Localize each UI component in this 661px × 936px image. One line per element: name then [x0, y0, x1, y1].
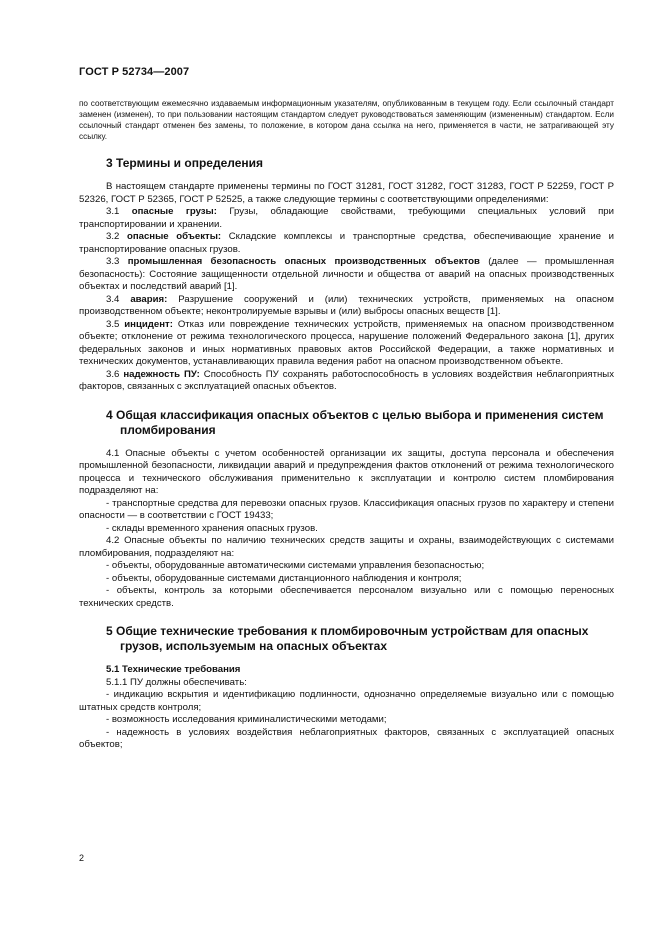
section-4-title	[79, 408, 614, 438]
term-item	[79, 369, 614, 394]
term-name: опасные объекты:	[126, 231, 222, 242]
term-item	[79, 294, 614, 319]
paragraph: - объекты, оборудованные системами дистанционного наблюдения и контроля;	[106, 572, 462, 584]
intro-paragraph: по соответствующим ежемесячно издаваемым информационным указателям, опубликованным в текущем году. Если ссылочный стандарт заменен (изменен), то при пользовании настоящим стандартом следует руководствоваться заменяющим (измененным) стандартом. Если ссылочный стандарт отменен без замены, то положение, в котором дана ссылка на него, применяется в части, не затрагивающей эту ссылку.	[79, 99, 614, 141]
term-number: 3.6	[106, 368, 120, 380]
term-name: надежность ПУ:	[123, 368, 200, 380]
paragraph: - надежность в условиях воздействия неблагоприятных факторов, связанных с эксплуатацией опасных объектов;	[79, 726, 614, 750]
section-4-title-text: 4 Общая классификация опасных объектов с целью выбора и применения систем пломбирования	[106, 407, 604, 437]
term-definition: Разрушение сооружений и (или) технических устройств, применяемых на опасном производственном объекте; неконтролируемые взрывы и (или) выбросы опасных веществ [1].	[79, 293, 614, 317]
section-5-title	[79, 624, 614, 654]
term-item	[79, 206, 614, 231]
paragraph: - объекты, контроль за которыми обеспечивается персоналом визуально или с помощью переносных технических средств.	[79, 585, 614, 609]
section-4-body	[79, 448, 614, 611]
term-number: 3.2	[106, 231, 120, 242]
term-number: 3.5	[106, 318, 120, 330]
term-item	[79, 256, 614, 294]
term-name: опасные грузы:	[131, 206, 217, 217]
paragraph: - транспортные средства для перевозки опасных грузов. Классификация опасных грузов по характеру и степени опасности — в соответствии с ГОСТ 19433;	[79, 497, 614, 521]
term-number: 3.1	[106, 206, 120, 217]
page-content	[79, 98, 614, 752]
paragraph: - склады временного хранения опасных грузов.	[106, 522, 318, 534]
term-definition: Отказ или повреждение технических устройств, применяемых на опасном производственном объекте; отклонение от режима технологического процесса, нарушение положений Федерального закона [1], других федеральных законов и иных нормативных правовых актов Российской Федерации, а также нормативных и технических документов, устанавливающих правила ведения работ на опасном производственном объекте.	[79, 318, 615, 367]
term-definition: Складские комплексы и транспортные средства, обеспечивающие хранение и транспортирование опасных грузов.	[79, 231, 615, 255]
intro-paragraph-block	[79, 98, 614, 142]
section-5-title-text: 5 Общие технические требования к пломбировочным устройствам для опасных грузов, используемым на опасных объектах	[106, 624, 589, 653]
term-number: 3.4	[106, 293, 120, 305]
term-item	[79, 319, 614, 369]
section-3-title: 3 Термины и определения	[106, 156, 264, 170]
page-number: 2	[79, 853, 85, 863]
terms-list	[79, 206, 614, 394]
paragraph: 4.2 Опасные объекты по наличию технических средств защиты и охраны, взаимодействующих с системами пломбирования, подразделяют на:	[79, 535, 614, 559]
term-item	[79, 231, 614, 256]
section-3-body	[79, 181, 614, 394]
section-5-body	[79, 677, 614, 752]
term-name: инцидент:	[124, 318, 173, 330]
term-name: промышленная безопасность опасных производственных объектов	[127, 256, 480, 267]
section-3-intro: В настоящем стандарте применены термины по ГОСТ 31281, ГОСТ 31282, ГОСТ 31283, ГОСТ Р 52259, ГОСТ Р 52326, ГОСТ Р 52365, ГОСТ Р 52525, а также следующие термины с соответствующими определениями:	[79, 181, 614, 205]
term-name: авария:	[130, 293, 168, 305]
term-definition: Способность ПУ сохранять работоспособность в условиях воздействия неблагоприятных факторов, связанных с эксплуатацией опасных объектов.	[79, 368, 614, 392]
term-number: 3.3	[106, 256, 120, 267]
page-header-standard: ГОСТ Р 52734—2007	[79, 66, 190, 78]
paragraph: 4.1 Опасные объекты с учетом особенностей организации их защиты, доступа персонала и обеспечения промышленной безопасности, ликвидации аварий и предупреждения фактов отклонений от режима технологического процесса и технического обслуживания применительно к эксплуатации и контролю систем пломбирования подразделяют на:	[79, 447, 614, 496]
paragraph: - возможность исследования криминалистическими методами;	[106, 714, 387, 725]
term-definition: (далее — промышленная безопасность): Состояние защищенности отдельной личности и общества от аварий на опасных производственных объектах и последствий аварий [1].	[79, 256, 615, 292]
paragraph: 5.1.1 ПУ должны обеспечивать:	[106, 676, 247, 688]
paragraph: - объекты, оборудованные автоматическими системами управления безопасностью;	[106, 560, 485, 571]
paragraph: - индикацию вскрытия и идентификацию подлинности, однозначно определяемые визуально или с помощью штатных средств контроля;	[79, 689, 614, 713]
subsection-5-1-title: 5.1 Технические требования	[106, 664, 241, 675]
term-definition: Грузы, обладающие свойствами, требующими специальных условий при транспортировании и хранении.	[79, 206, 615, 230]
